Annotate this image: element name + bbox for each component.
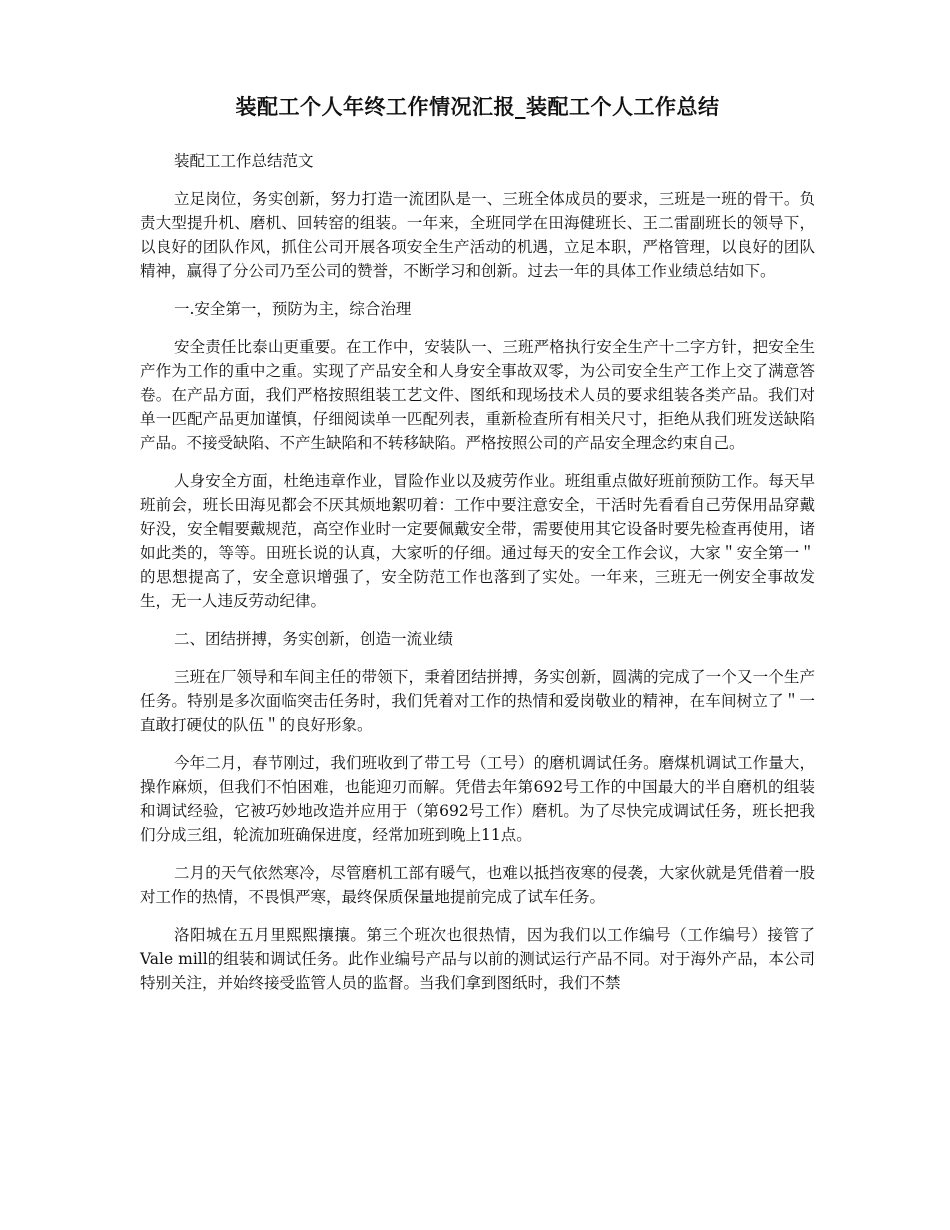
document-title: 装配工个人年终工作情况汇报_装配工个人工作总结 — [235, 95, 720, 119]
section-heading-teamwork: 二、团结拼搏，务实创新，创造一流业绩 — [174, 630, 454, 648]
section-heading-safety: 一.安全第一，预防为主，综合治理 — [174, 300, 412, 318]
paragraph-personal-safety: 人身安全方面，杜绝违章作业，冒险作业以及疲劳作业。班组重点做好班前预防工作。每天早班前会，班长田海见都会不厌其烦地絮叨着：工作中要注意安全，干活时先看看自己劳保用品穿戴好没，安全帽要戴规范，高空作业时一定要佩戴安全带，需要使用其它设备时要先检查再使用，诸如此类的，等等。田班长说的认真，大家听的仔细。通过每天的安全工作会议，大家＂安全第一＂的思想提高了，安全意识增强了，安全防范工作也落到了实处。一年来，三班无一例安全事故发生，无一人违反劳动纪律。 — [140, 472, 815, 610]
paragraph-product-safety: 安全责任比泰山更重要。在工作中，安装队一、三班严格执行安全生产十二字方针，把安全生产作为工作的重中之重。实现了产品安全和人身安全事故双零，为公司安全生产工作上交了满意答卷。在产品方面，我们严格按照组装工艺文件、图纸和现场技术人员的要求组装各类产品。我们对单一匹配产品更加谨慎，仔细阅读单一匹配列表，重新检查所有相关尺寸，拒绝从我们班发送缺陷产品。不接受缺陷、不产生缺陷和不转移缺陷。严格按照公司的产品安全理念约束自己。 — [140, 338, 815, 452]
paragraph-vale-mill: 洛阳城在五月里熙熙攘攘。第三个班次也很热情，因为我们以工作编号（工作编号）接管了Vale mill的组装和调试任务。此作业编号产品与以前的测试运行产品不同。对于海外产品，本公司特别关注，并始终接受监管人员的监督。当我们拿到图纸时，我们不禁 — [140, 926, 815, 992]
paragraph-intro: 立足岗位，务实创新，努力打造一流团队是一、三班全体成员的要求，三班是一班的骨干。负责大型提升机、磨机、回转窑的组装。一年来，全班同学在田海健班长、王二雷副班长的领导下，以良好的团队作风，抓住公司开展各项安全生产活动的机遇，立足本职，严格管理，以良好的团队精神，赢得了分公司乃至公司的赞誉，不断学习和创新。过去一年的具体工作业绩总结如下。 — [140, 190, 815, 280]
paragraph-teamwork: 三班在厂领导和车间主任的带领下，秉着团结拼搏，务实创新，圆满的完成了一个又一个生产任务。特别是多次面临突击任务时，我们凭着对工作的热情和爱岗敬业的精神，在车间树立了＂一直敢打硬仗的队伍＂的良好形象。 — [140, 668, 815, 734]
paragraph-february-task: 今年二月，春节刚过，我们班收到了带工号（工号）的磨机调试任务。磨煤机调试工作量大，操作麻烦，但我们不怕困难，也能迎刃而解。凭借去年第692号工作的中国最大的半自磨机的组装和调试经验，它被巧妙地改造并应用于（第692号工作）磨机。为了尽快完成调试任务，班长把我们分成三组，轮流加班确保进度，经常加班到晚上11点。 — [140, 754, 815, 844]
paragraph-cold-weather: 二月的天气依然寒冷，尽管磨机工部有暖气，也难以抵挡夜寒的侵袭，大家伙就是凭借着一股对工作的热情，不畏惧严寒，最终保质保量地提前完成了试车任务。 — [140, 864, 815, 906]
document-page — [140, 0, 815, 995]
document-subtitle: 装配工工作总结范文 — [174, 152, 314, 170]
